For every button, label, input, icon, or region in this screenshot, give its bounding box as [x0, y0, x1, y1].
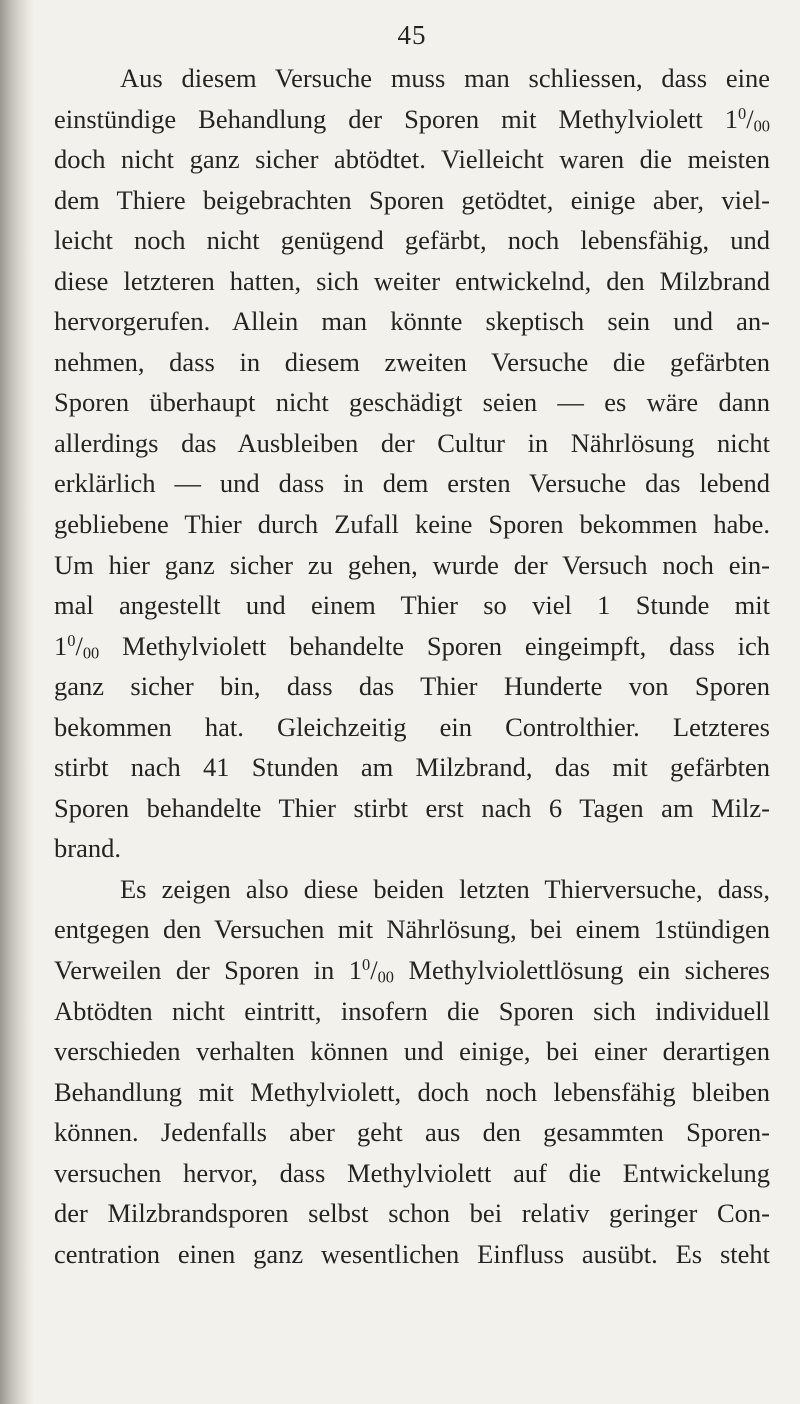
text-line: nehmen, dass in diesem zweiten Versuche die gefärbten [54, 346, 770, 377]
text-span: Methylviolettlösung ein sicheres [394, 955, 770, 986]
text-line: Behandlung mit Methylviolett, doch noch lebensfähig bleiben [54, 1076, 770, 1107]
text-line: brand. [54, 833, 121, 864]
text-line: gebliebene Thier durch Zufall keine Sporen bekommen habe. [54, 509, 770, 540]
text-line: diese letzteren hatten, sich weiter entwickelnd, den Milzbrand [54, 265, 770, 296]
text-line: Um hier ganz sicher zu gehen, wurde der Versuch noch ein- [54, 549, 770, 580]
text-line: stirbt nach 41 Stunden am Milzbrand, das mit gefärbten [54, 752, 770, 783]
permille-superscript: 0 [67, 630, 76, 650]
book-page [54, 0, 770, 1404]
text-line: mal angestellt und einem Thier so viel 1 Stunde mit [54, 590, 770, 621]
text-line: leicht noch nicht genügend gefärbt, noch lebensfähig, und [54, 225, 770, 256]
permille-slash: / [746, 103, 754, 134]
text-line: verschieden verhalten können und einige, bei einer derartigen [54, 1036, 770, 1067]
text-line: erklärlich — und dass in dem ersten Versuche das lebend [54, 468, 770, 499]
text-line: hervorgerufen. Allein man könnte skeptisch sein und an- [54, 306, 770, 337]
text-line: centration einen ganz wesentlichen Einfluss ausübt. Es steht [54, 1238, 770, 1269]
text-line: Aus diesem Versuche muss man schliessen, dass eine [120, 63, 770, 93]
text-line: Abtödten nicht eintritt, insofern die Sporen sich individuell [54, 995, 770, 1026]
permille-subscript: 00 [377, 967, 394, 987]
text-span: Verweilen der Sporen in 1 [54, 955, 362, 986]
text-line [54, 950, 770, 991]
text-line: versuchen hervor, dass Methylviolett auf die Entwickelung [54, 1157, 770, 1188]
permille-slash: / [370, 955, 378, 986]
binding-shadow [0, 0, 34, 1404]
text-line: allerdings das Ausbleiben der Cultur in Nährlösung nicht [54, 427, 770, 458]
permille-slash: / [75, 630, 83, 661]
text-line [54, 626, 770, 667]
permille-superscript: 0 [737, 103, 747, 123]
permille-subscript: 00 [753, 115, 770, 135]
body-text [54, 58, 770, 1274]
permille-subscript: 00 [82, 642, 100, 662]
permille-superscript: 0 [361, 955, 371, 974]
text-line: Sporen behandelte Thier stirbt erst nach 6 Tagen am Milz- [54, 792, 770, 823]
page-number: 45 [397, 20, 427, 50]
text-line: doch nicht ganz sicher abtödtet. Vielleicht waren die meisten [54, 144, 770, 175]
text-line: Es zeigen also diese beiden letzten Thierversuche, dass, [120, 873, 770, 904]
text-line [54, 99, 770, 140]
text-line: Sporen überhaupt nicht geschädigt seien — es wäre dann [54, 387, 770, 418]
text-line: können. Jedenfalls aber geht aus den gesammten Sporen- [54, 1117, 770, 1148]
text-line: dem Thiere beigebrachten Sporen getödtet, einige aber, viel- [54, 184, 770, 215]
text-span: 1 [54, 630, 68, 661]
text-line: ganz sicher bin, dass das Thier Hunderte von Sporen [54, 671, 770, 702]
text-line: entgegen den Versuchen mit Nährlösung, bei einem 1stündigen [54, 914, 770, 945]
text-span: Methylviolett behandelte Sporen eingeimpft, dass ich [99, 630, 770, 661]
text-span: einstündige Behandlung der Sporen mit Methylviolett 1 [54, 103, 738, 134]
text-line: bekommen hat. Gleichzeitig ein Controlthier. Letzteres [54, 711, 770, 742]
text-line: der Milzbrandsporen selbst schon bei relativ geringer Con- [54, 1198, 770, 1229]
